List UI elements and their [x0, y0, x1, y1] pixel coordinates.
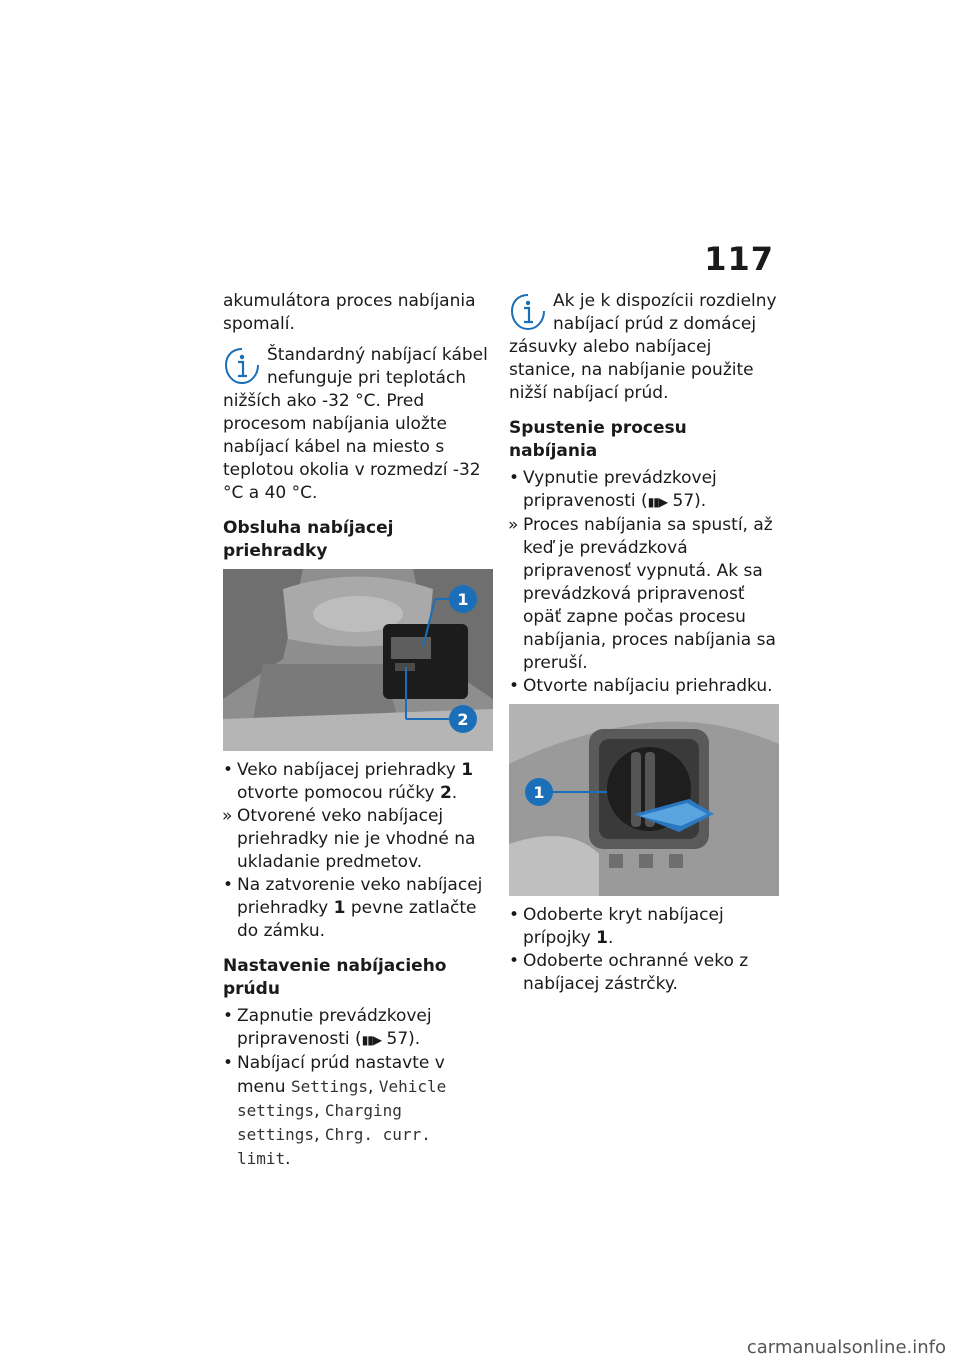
- svg-text:2: 2: [457, 710, 469, 729]
- list-item: • Odoberte ochranné veko z nabíjacej zástrčky.: [509, 950, 779, 996]
- info-icon: [223, 346, 261, 386]
- info-note-temperature: [223, 344, 493, 505]
- list-item: • Veko nabíjacej priehradky 1 otvorte pomocou rúčky 2.: [223, 759, 493, 805]
- list-item: » Otvorené veko nabíjacej priehradky nie je vhodné na ukladanie predmetov.: [223, 805, 493, 874]
- list-item: • Odoberte kryt nabíjacej prípojky 1.: [509, 904, 779, 950]
- list-item: • Nabíjací prúd nastavte v menu Settings, Vehicle settings, Charging settings, Chrg. curr. limit.: [223, 1052, 493, 1171]
- info-note-current: [509, 290, 779, 405]
- heading-charging-compartment: Obsluha nabíjacej priehradky: [223, 518, 394, 561]
- list-item: • Vypnutie prevádzkovej pripravenosti (▮▮▶ 57).: [509, 467, 779, 514]
- heading-start-charging: Spustenie procesu nabíjania: [509, 418, 687, 461]
- list-item: » Proces nabíjania sa spustí, až keď je prevádzková pripravenosť vypnutá. Ak sa prevádzková pripravenosť opäť zapne počas procesu nabíjania, proces nabíjania sa preruší.: [509, 514, 779, 675]
- figure-charging-compartment: [223, 569, 493, 751]
- svg-text:1: 1: [457, 590, 469, 609]
- page-ref-arrow-icon: ▮▮▶: [361, 1033, 382, 1047]
- heading-charging-current: Nastavenie nabíjacieho prúdu: [223, 956, 447, 999]
- note-temperature-text: Štandardný nabíjací kábel nefunguje pri teplotách nižších ako -32 °C. Pred procesom nabíjania uložte nabíjací kábel na miesto s teplotou okolia v rozmedzí -32 °C a 40 °C.: [223, 345, 488, 503]
- info-icon: [509, 292, 547, 332]
- svg-text:1: 1: [533, 783, 545, 802]
- list-open-compartment: [223, 759, 493, 943]
- page-number: 117: [704, 240, 774, 278]
- intro-text: akumulátora proces nabíjania spomalí.: [223, 291, 476, 334]
- list-item: • Otvorte nabíjaciu priehradku.: [509, 675, 779, 698]
- list-item: • Na zatvorenie veko nabíjacej priehradky 1 pevne zatlačte do zámku.: [223, 874, 493, 943]
- footer-watermark: carmanualsonline.info: [746, 1337, 946, 1358]
- right-column: [509, 290, 779, 996]
- note-current-text: Ak je k dispozícii rozdielny nabíjací prúd z domácej zásuvky alebo nabíjacej stanice, na nabíjanie použite nižší nabíjací prúd.: [509, 291, 777, 403]
- left-column: [223, 290, 493, 1171]
- page-ref-arrow-icon: ▮▮▶: [647, 495, 668, 509]
- list-item: • Zapnutie prevádzkovej pripravenosti (▮▮▶ 57).: [223, 1005, 493, 1052]
- figure-charging-socket: [509, 704, 779, 896]
